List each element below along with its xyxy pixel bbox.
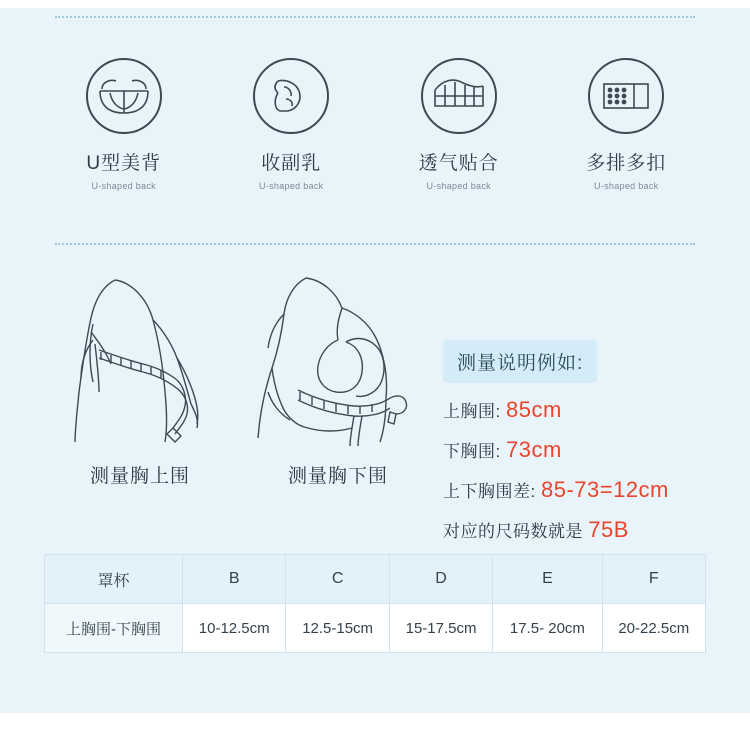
table-header-cell: E — [493, 555, 602, 604]
figure-caption: 测量胸上围 — [89, 466, 190, 487]
table-header-cell: C — [286, 555, 389, 604]
feature-subtitle: U-shaped back — [426, 181, 491, 191]
bra-u-back-icon — [86, 58, 162, 134]
feature-title: 收副乳 — [261, 153, 322, 174]
feature-title: 多排多扣 — [586, 153, 667, 174]
table-header-cell: D — [389, 555, 492, 604]
feature-subtitle: U-shaped back — [259, 181, 324, 191]
upper-bust-label: 上胸围: — [443, 402, 501, 421]
bust-difference-label: 上下胸围差: — [443, 482, 536, 501]
under-bust-measure-illustration — [238, 272, 438, 452]
table-cell: 17.5- 20cm — [493, 604, 602, 653]
breathable-fit-icon — [421, 58, 497, 134]
measurement-example-panel — [443, 340, 703, 543]
lower-bust-value: 73cm — [505, 437, 562, 462]
feature-item — [49, 58, 199, 191]
measurement-example-title: 测量说明例如: — [443, 340, 597, 383]
recommended-size-line — [443, 517, 703, 543]
figure-upper-bust — [55, 272, 225, 488]
table-cell: 12.5-15cm — [286, 604, 389, 653]
divider-middle — [55, 243, 695, 245]
figure-caption: 测量胸下围 — [287, 466, 388, 487]
feature-item — [551, 58, 701, 191]
feature-item — [216, 58, 366, 191]
table-header-row — [45, 555, 706, 604]
table-cell: 20-22.5cm — [602, 604, 705, 653]
table-cell: 15-17.5cm — [389, 604, 492, 653]
table-row — [45, 604, 706, 653]
feature-subtitle: U-shaped back — [594, 181, 659, 191]
side-breast-gather-icon — [253, 58, 329, 134]
bust-difference-line — [443, 477, 703, 503]
upper-bust-measure-illustration — [55, 272, 225, 452]
feature-item — [384, 58, 534, 191]
figure-under-bust — [238, 272, 438, 488]
bust-difference-value: 85-73=12cm — [540, 477, 669, 502]
recommended-size-value: 75B — [588, 517, 629, 542]
feature-title: 透气贴合 — [418, 153, 499, 174]
divider-top — [55, 16, 695, 18]
table-cell: 10-12.5cm — [183, 604, 286, 653]
recommended-size-label: 对应的尺码数就是 — [443, 522, 583, 541]
table-header-cell: B — [183, 555, 286, 604]
table-header-cell: F — [602, 555, 705, 604]
lower-bust-label: 下胸围: — [443, 442, 501, 461]
feature-title: U型美背 — [86, 153, 162, 174]
lower-bust-line — [443, 437, 703, 463]
table-header-cell: 罩杯 — [45, 555, 183, 604]
multi-row-hooks-icon — [588, 58, 664, 134]
cup-size-table — [44, 554, 706, 653]
table-row-header: 上胸围-下胸围 — [45, 604, 183, 653]
upper-bust-line — [443, 397, 703, 423]
feature-list — [0, 58, 750, 191]
feature-subtitle: U-shaped back — [91, 181, 156, 191]
measurement-section — [0, 272, 750, 542]
upper-bust-value: 85cm — [505, 397, 562, 422]
